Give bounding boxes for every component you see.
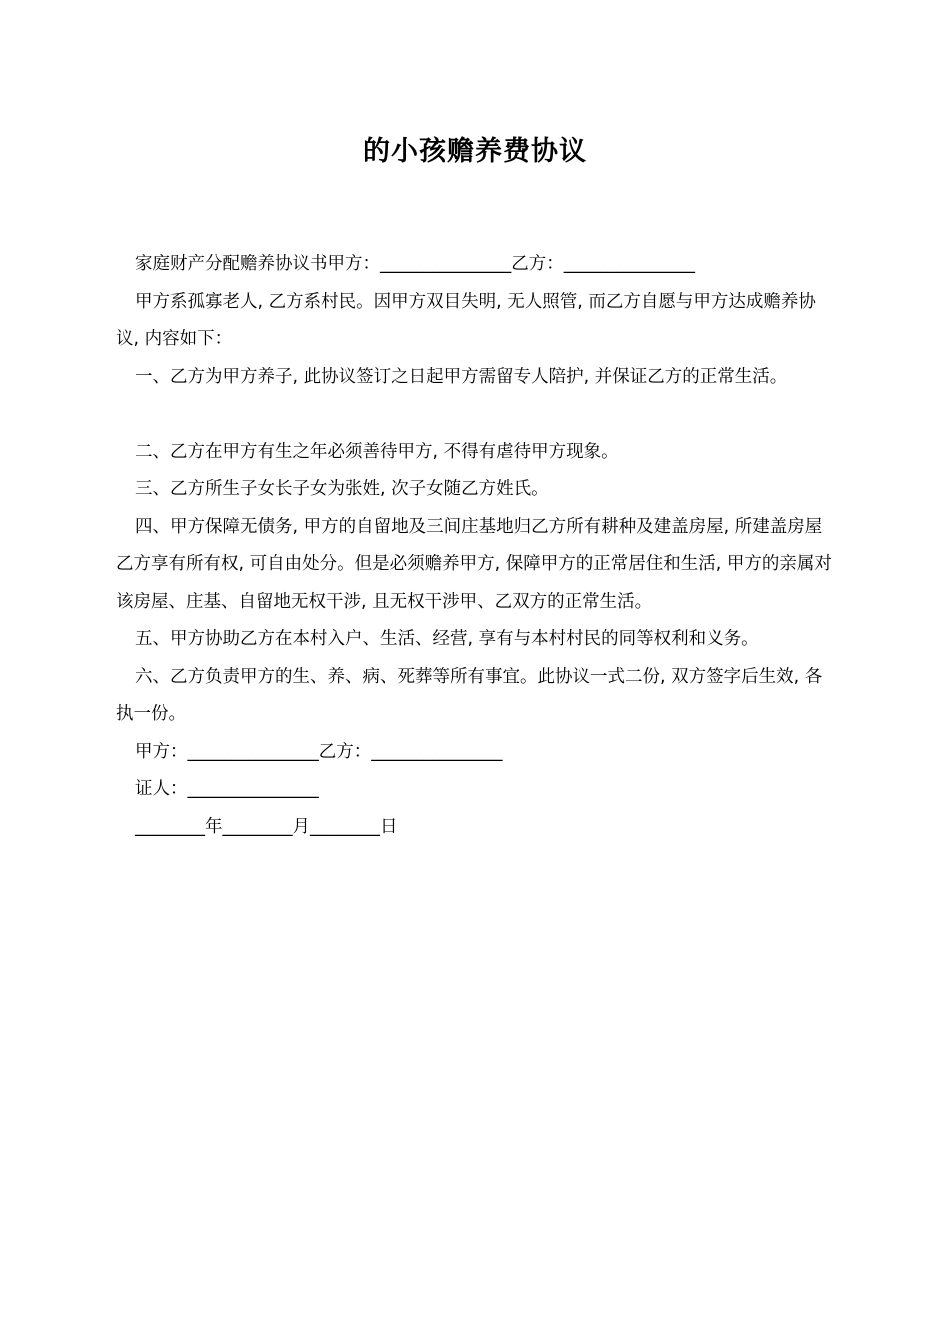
clause-1: 一、乙方为甲方养子, 此协议签订之日起甲方需留专人陪护, 并保证乙方的正常生活。 xyxy=(135,366,788,387)
blank-line xyxy=(116,396,836,434)
witness-line: 证人：_______________ xyxy=(135,779,319,799)
date-line: ________年________月________日 xyxy=(135,816,398,837)
intro-paragraph: 甲方系孤寡老人, 乙方系村民。因甲方双目失明, 无人照管, 而乙方自愿与甲方达成赡养协议, 内容如下： xyxy=(116,291,816,349)
document-title: 的小孩赡养费协议 xyxy=(363,136,587,167)
clause-6: 六、乙方负责甲方的生、养、病、死葬等所有事宜。此协议一式二份, 双方签字后生效, 各执一份。 xyxy=(116,666,823,724)
clause-4: 四、甲方保障无债务, 甲方的自留地及三间庄基地归乙方所有耕种及建盖房屋, 所建盖房屋乙方享有所有权, 可自由处分。但是必须赡养甲方, 保障甲方的正常居住和生活, 甲方的亲属对该房屋、庄基、自留地无权干涉, 且无权干涉甲、乙双方的正常生活。 xyxy=(116,516,832,612)
signature-line: 甲方：_______________乙方：_______________ xyxy=(135,741,503,762)
party-header-line: 家庭财产分配赡养协议书甲方：_______________乙方：_______________ xyxy=(135,254,695,274)
document-body xyxy=(116,246,836,846)
clause-2: 二、乙方在甲方有生之年必须善待甲方, 不得有虐待甲方现象。 xyxy=(135,441,619,462)
clause-3: 三、乙方所生子女长子女为张姓, 次子女随乙方姓氏。 xyxy=(135,479,549,499)
clause-5: 五、甲方协助乙方在本村入户、生活、经营, 享有与本村村民的同等权利和义务。 xyxy=(135,629,759,649)
